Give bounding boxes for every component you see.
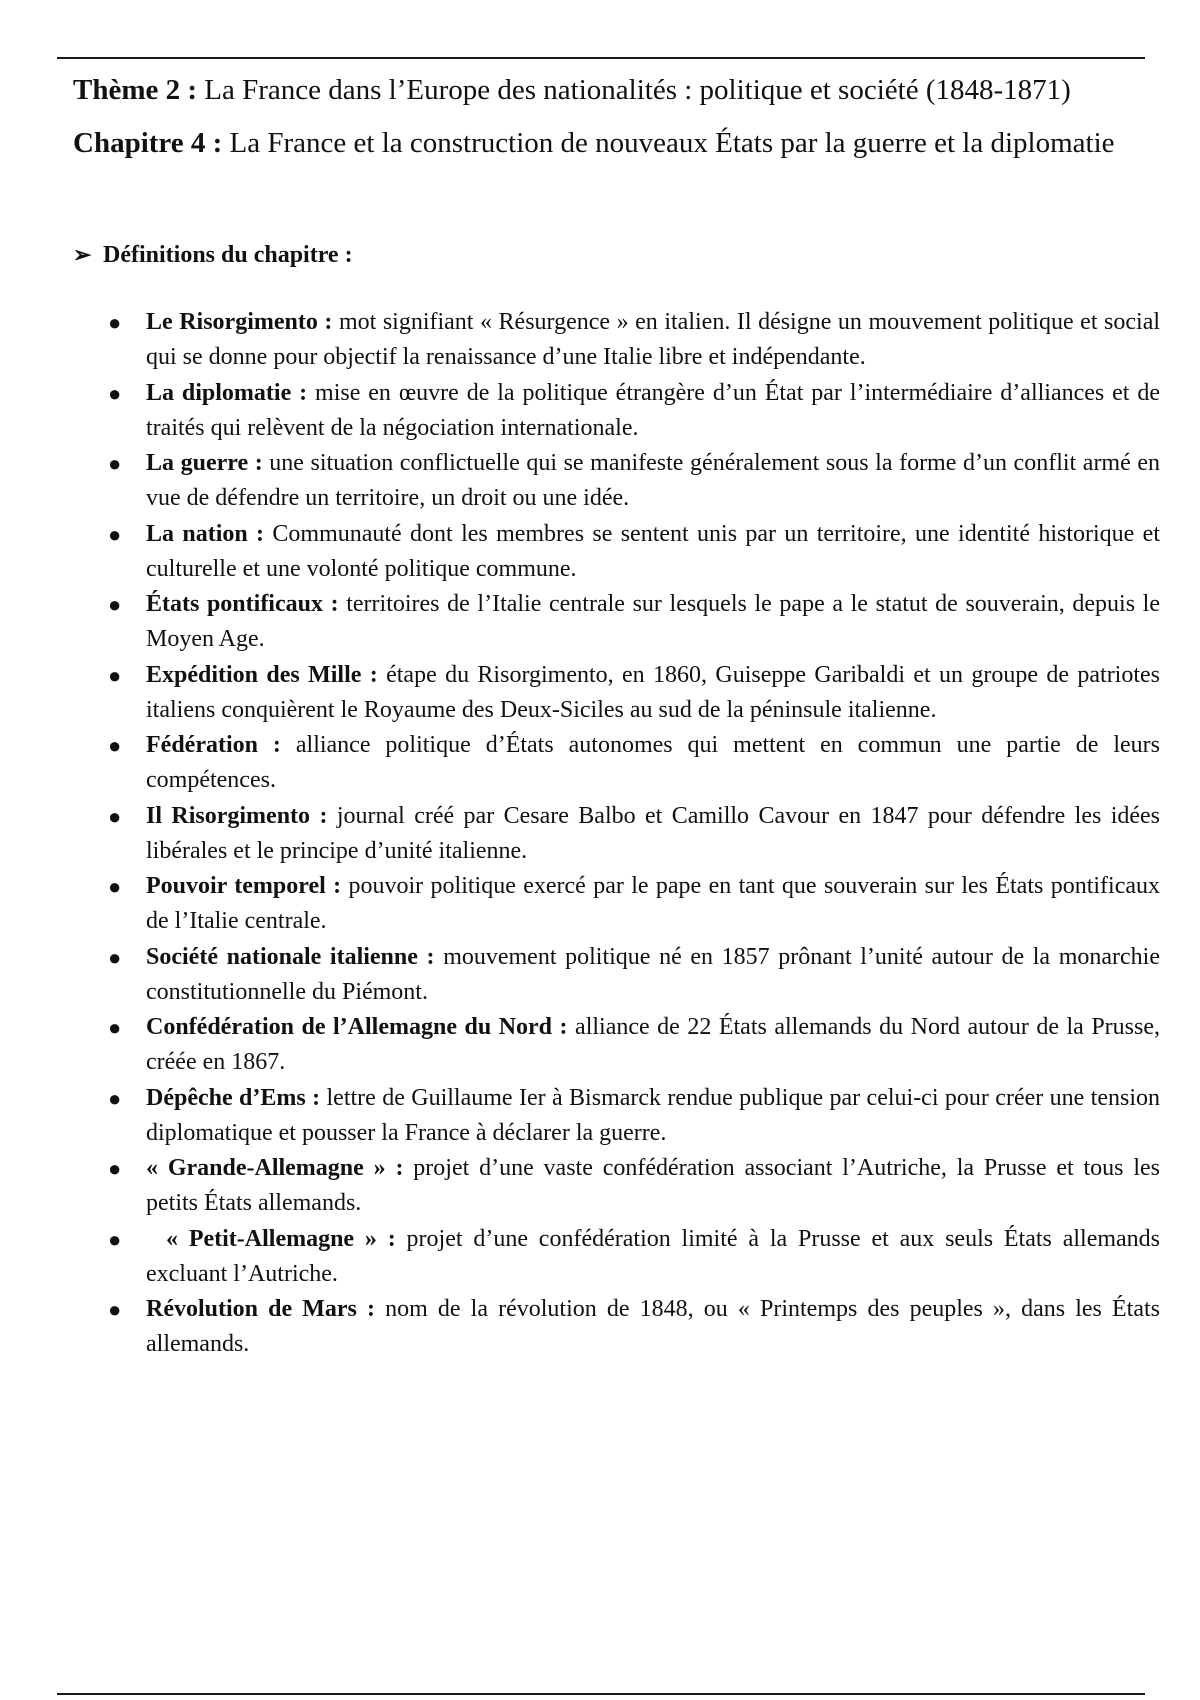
definition-text: étape du Risorgimento, en 1860, Guiseppe Garibaldi et un groupe de patriotes italiens conquièrent le Royaume des Deux-Siciles au sud de la péninsule italienne. <box>146 661 1161 723</box>
bullet-icon: ● <box>108 1226 122 1252</box>
top-rule <box>57 57 1145 59</box>
definition-text: Communauté dont les membres se sentent unis par un territoire, une identité historique et culturelle et une volonté politique commune. <box>146 520 1160 582</box>
definition-item <box>108 1222 1161 1292</box>
arrow-bullet-icon: ➢ <box>73 242 92 267</box>
definition-term: La guerre : <box>146 450 263 476</box>
definition-text: alliance politique d’États autonomes qui mettent en commun une partie de leurs compétences. <box>146 732 1161 793</box>
chapter-text: La France et la construction de nouveaux États par la guerre et la diplomatie <box>229 127 1115 159</box>
definition-term: La nation : <box>146 520 265 547</box>
bullet-icon: ● <box>108 592 122 617</box>
definition-text: alliance de 22 États allemands du Nord autour de la Prusse, créée en 1867. <box>146 1014 1160 1075</box>
bullet-icon: ● <box>108 733 122 758</box>
theme-heading <box>73 70 1160 111</box>
definition-text: mise en œuvre de la politique étrangère d’un État par l’intermédiaire d’alliances et de traités qui relèvent de la négociation internationale. <box>146 379 1161 441</box>
bullet-icon: ● <box>108 380 122 406</box>
definition-item <box>108 517 1160 587</box>
bullet-icon: ● <box>108 1015 122 1040</box>
section-title <box>73 238 1160 272</box>
definition-item <box>108 1010 1160 1080</box>
definition-term: Révolution de Mars : <box>146 1296 375 1322</box>
chapter-heading <box>73 123 1160 164</box>
bullet-icon: ● <box>108 662 122 688</box>
definition-item <box>108 658 1161 728</box>
definition-text: une situation conflictuelle qui se manifeste généralement sous la forme d’un conflit armé en vue de défendre un territoire, un droit ou une idée. <box>146 450 1160 511</box>
definition-text: pouvoir politique exercé par le pape en tant que souverain sur les États pontificaux de l’Italie centrale. <box>146 873 1160 934</box>
theme-label: Thème 2 : <box>73 74 198 106</box>
definition-term: Confédération de l’Allemagne du Nord : <box>146 1014 568 1040</box>
definition-text: mot signifiant « Résurgence » en italien. Il désigne un mouvement politique et social qui se donne pour objectif la renaissance d’une Italie libre et indépendante. <box>146 309 1161 370</box>
bullet-icon: ● <box>108 310 122 335</box>
bullet-icon: ● <box>108 803 122 829</box>
bullet-icon: ● <box>108 451 122 476</box>
definition-term: Il Risorgimento : <box>146 802 328 829</box>
definition-item <box>108 587 1160 657</box>
definition-item <box>108 799 1161 869</box>
definition-term: Le Risorgimento : <box>146 309 333 335</box>
definition-text: lettre de Guillaume Ier à Bismarck rendue publique par celui-ci pour créer une tension diplomatique et pousser la France à déclarer la guerre. <box>146 1084 1161 1146</box>
definition-item <box>108 1292 1160 1362</box>
bullet-icon: ● <box>108 944 122 970</box>
definition-term: Expédition des Mille : <box>146 661 378 688</box>
bullet-icon: ● <box>108 874 122 899</box>
definition-term: La diplomatie : <box>146 379 308 406</box>
definition-term: Dépêche d’Ems : <box>146 1084 321 1111</box>
definitions-list <box>73 305 1160 1362</box>
section-title-text: Définitions du chapitre : <box>103 242 353 268</box>
document-page <box>73 70 1160 1363</box>
bullet-icon: ● <box>108 1085 122 1111</box>
definition-text: nom de la révolution de 1848, ou « Printemps des peuples », dans les États allemands. <box>146 1296 1160 1357</box>
definition-text: projet d’une vaste confédération associant l’Autriche, la Prusse et tous les petits États allemands. <box>146 1155 1160 1216</box>
definition-item <box>108 1151 1160 1221</box>
definition-text: projet d’une confédération limité à la Prusse et aux seuls États allemands excluant l’Autriche. <box>146 1225 1161 1287</box>
definition-text: mouvement politique né en 1857 prônant l’unité autour de la monarchie constitutionnelle du Piémont. <box>146 943 1161 1005</box>
theme-text: La France dans l’Europe des nationalités : politique et société (1848-1871) <box>204 74 1071 106</box>
bottom-rule <box>57 1693 1145 1695</box>
definition-term: Pouvoir temporel : <box>146 873 342 899</box>
definition-term: États pontificaux : <box>146 591 339 617</box>
definition-item <box>108 446 1160 516</box>
definition-text: journal créé par Cesare Balbo et Camillo Cavour en 1847 pour défendre les idées libérales et le principe d’unité italienne. <box>146 802 1161 864</box>
definition-text: territoires de l’Italie centrale sur lesquels le pape a le statut de souverain, depuis le Moyen Age. <box>146 591 1160 652</box>
bullet-icon: ● <box>108 1156 122 1181</box>
definition-term: Société nationale italienne : <box>146 943 435 970</box>
bullet-icon: ● <box>108 521 122 547</box>
bullet-icon: ● <box>108 1297 122 1322</box>
definition-term: Fédération : <box>146 732 281 758</box>
chapter-label: Chapitre 4 : <box>73 127 223 159</box>
definition-item <box>108 1081 1161 1151</box>
definition-item <box>108 940 1161 1010</box>
definition-item <box>108 305 1161 375</box>
definition-item <box>108 728 1161 798</box>
definition-term: « Grande-Allemagne » : <box>146 1155 404 1181</box>
definition-item <box>108 376 1161 446</box>
definition-term: « Petit-Allemagne » : <box>166 1225 396 1252</box>
definition-item <box>108 869 1160 939</box>
